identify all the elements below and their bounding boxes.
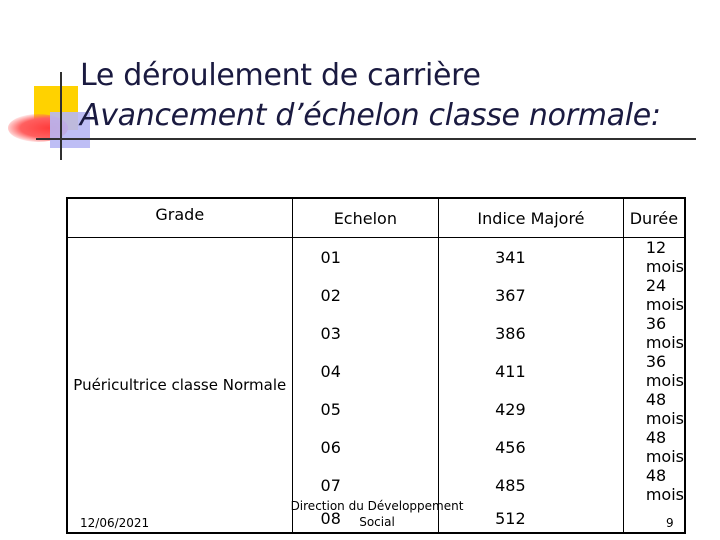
cell-indice: 367 [439, 276, 624, 314]
cell-echelon: 01 [320, 247, 341, 267]
cell-indice: 485 [439, 466, 624, 504]
cell-duree [623, 504, 685, 533]
cell-indice: 411 [439, 352, 624, 390]
cell-duree: 48 mois [623, 428, 685, 466]
cell-indice: 341 [439, 238, 624, 277]
cell-duree: 12 mois [623, 238, 685, 277]
decorative-vertical-line [60, 72, 62, 160]
table-body [67, 238, 685, 534]
footer-org-line2: Social [359, 515, 395, 529]
table-row [67, 238, 685, 277]
slide-title-line2: Avancement d’échelon classe normale: [80, 98, 661, 133]
cell-echelon: 05 [320, 399, 341, 419]
cell-indice: 456 [439, 428, 624, 466]
footer-date: 12/06/2021 [80, 516, 150, 530]
grade-value: Puéricultrice classe Normale [67, 238, 292, 534]
cell-indice: 512 [439, 504, 624, 533]
header-duree: Durée [623, 198, 685, 238]
cell-echelon: 07 [320, 475, 341, 495]
cell-duree: 36 mois [623, 314, 685, 352]
header-grade: Grade [67, 198, 292, 238]
cell-duree: 48 mois [623, 390, 685, 428]
cell-echelon: 06 [320, 437, 341, 457]
cell-duree: 24 mois [623, 276, 685, 314]
page-number: 9 [666, 516, 674, 530]
footer-org-line1: Direction du Développement [290, 499, 464, 513]
table-header-row [67, 198, 685, 238]
cell-duree: 48 mois [623, 466, 685, 504]
slide-title-line1: Le déroulement de carrière [80, 58, 481, 93]
cell-echelon: 02 [320, 285, 341, 305]
cell-indice: 429 [439, 390, 624, 428]
cell-echelon: 08 [320, 508, 341, 528]
cell-echelon: 03 [320, 323, 341, 343]
echelon-table [66, 197, 686, 534]
header-indice: Indice Majoré [439, 198, 624, 238]
cell-duree: 36 mois [623, 352, 685, 390]
decorative-horizontal-line [36, 138, 696, 140]
header-echelon: Echelon [292, 198, 439, 238]
cell-indice: 386 [439, 314, 624, 352]
footer-organization [270, 498, 484, 530]
cell-echelon: 04 [320, 361, 341, 381]
